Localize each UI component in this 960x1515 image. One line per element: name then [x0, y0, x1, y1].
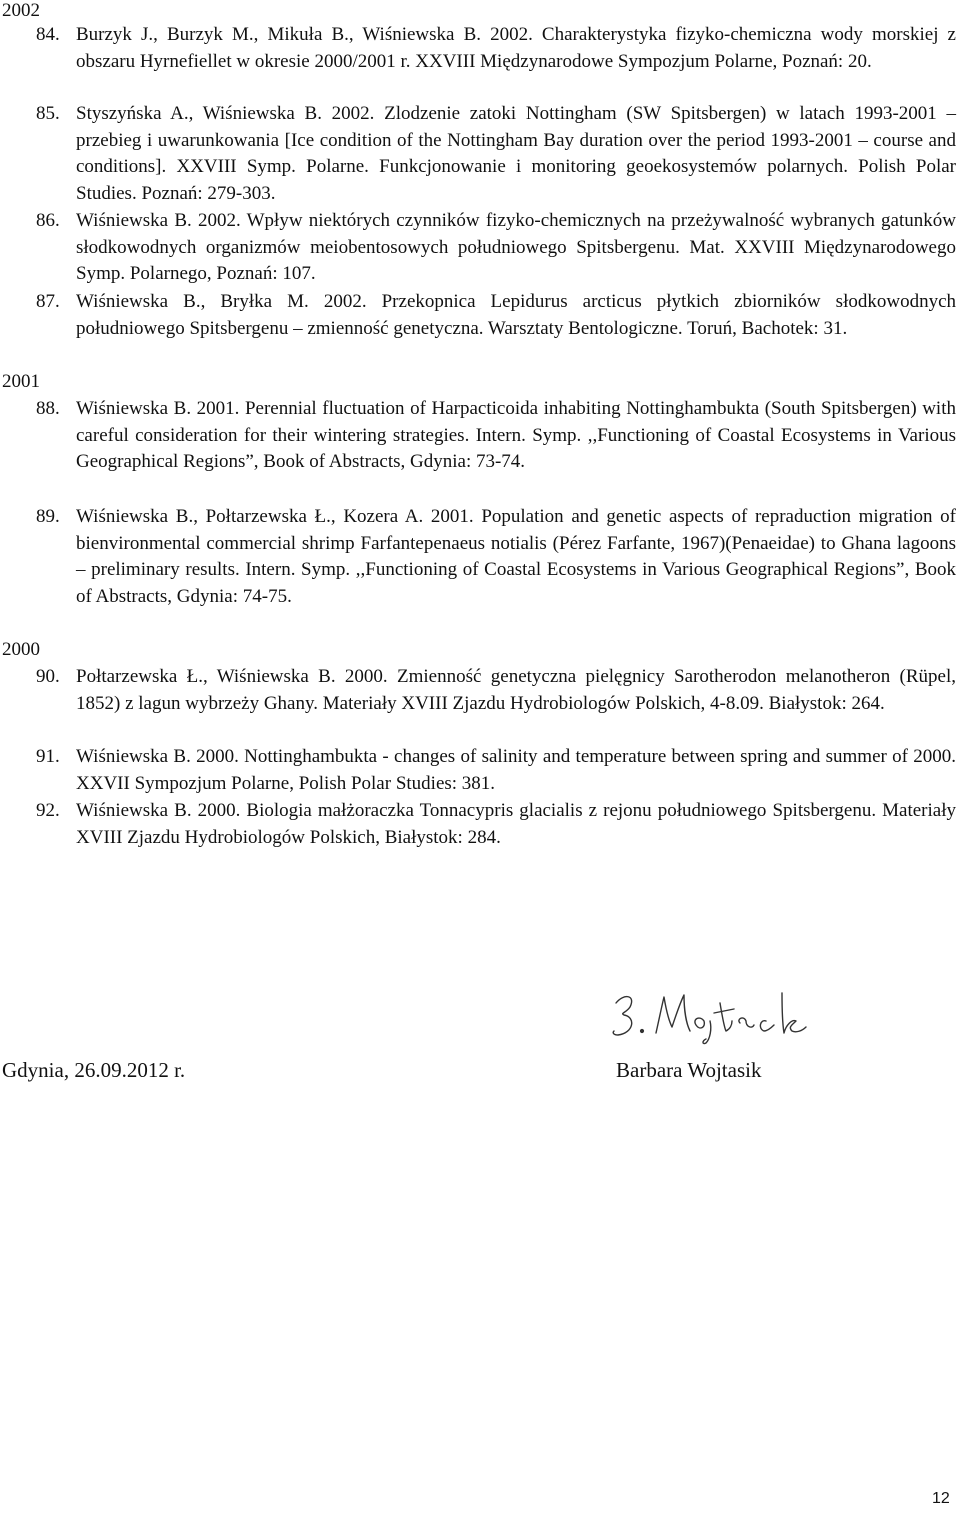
reference-text: Burzyk J., Burzyk M., Mikuła B., Wiśniewska B. 2002. Charakterystyka fizyko-chemiczna wody morskiej z obszaru Hyrnefiellet w okresie 2000/2001 r. XXVIII Międzynarodowe Sympozjum Polarne, Poznań: 20.: [76, 24, 956, 72]
reference-entry-87: [36, 289, 956, 342]
handwritten-signature: [606, 985, 831, 1045]
year-heading-2001: 2001: [2, 371, 40, 392]
reference-entry-88: [36, 396, 956, 476]
reference-text: Połtarzewska Ł., Wiśniewska B. 2000. Zmienność genetyczna pielęgnicy Sarotherodon melanotheron (Rüpel, 1852) z lagun wybrzeży Ghany. Materiały XVIII Zjazdu Hydrobiologów Polskich, 4-8.09. Białystok: 264.: [76, 666, 956, 714]
reference-entry-90: [36, 664, 956, 717]
author-name: Barbara Wojtasik: [616, 1058, 762, 1082]
reference-text: Wiśniewska B., Bryłka M. 2002. Przekopnica Lepidurus arcticus płytkich zbiorników słodkowodnych południowego Spitsbergenu – zmienność genetyczna. Warsztaty Bentologiczne. Toruń, Bachotek: 31.: [76, 291, 956, 339]
reference-number: 87.: [36, 291, 60, 312]
reference-entry-84: [36, 22, 956, 75]
reference-entry-86: [36, 208, 956, 288]
place-and-date: Gdynia, 26.09.2012 r.: [2, 1058, 186, 1082]
reference-number: 85.: [36, 103, 60, 124]
reference-number: 86.: [36, 210, 60, 231]
reference-text: Wiśniewska B., Połtarzewska Ł., Kozera A. 2001. Population and genetic aspects of repraduction migration of bienvironmental commercial shrimp Farfantepenaeus notialis (Pérez Farfante, 1967)(Penaeidae) to Ghana lagoons – preliminary results. Intern. Symp. ,,Functioning of Coastal Ecosystems in Various Geographical Regions”, Book of Abstracts, Gdynia: 74-75.: [76, 506, 956, 607]
reference-entry-92: [36, 798, 956, 851]
year-heading-2002: 2002: [2, 0, 40, 21]
reference-text: Wiśniewska B. 2001. Perennial fluctuation of Harpacticoida inhabiting Nottinghambukta (South Spitsbergen) with careful consideration for their wintering strategies. Intern. Symp. ,,Functioning of Coastal Ecosystems in Various Geographical Regions”, Book of Abstracts, Gdynia: 73-74.: [76, 398, 956, 472]
reference-text: Wiśniewska B. 2000. Nottinghambukta - changes of salinity and temperature between spring and summer of 2000. XXVII Sympozjum Polarne, Polish Polar Studies: 381.: [76, 746, 956, 794]
reference-number: 92.: [36, 800, 60, 821]
reference-number: 90.: [36, 666, 60, 687]
reference-text: Wiśniewska B. 2000. Biologia małżoraczka Tonnacypris glacialis z rejonu południowego Spitsbergenu. Materiały XVIII Zjazdu Hydrobiologów Polskich, Białystok: 284.: [76, 800, 956, 848]
reference-number: 91.: [36, 746, 60, 767]
reference-text: Wiśniewska B. 2002. Wpływ niektórych czynników fizyko-chemicznych na przeżywalność wybranych gatunków słodkowodnych organizmów meiobentosowych południowego Spitsbergenu. Mat. XXVIII Międzynarodowego Symp. Polarnego, Poznań: 107.: [76, 210, 956, 284]
year-heading-2000: 2000: [2, 639, 40, 660]
reference-number: 84.: [36, 24, 60, 45]
reference-text: Styszyńska A., Wiśniewska B. 2002. Zlodzenie zatoki Nottingham (SW Spitsbergen) w latach 1993-2001 – przebieg i uwarunkowania [Ice condition of the Nottingham Bay duration over the period 1993-2001 – course and conditions]. XXVIII Symp. Polarne. Funkcjonowanie i monitoring geoekosystemów polarnych. Polish Polar Studies. Poznań: 279-303.: [76, 103, 956, 204]
reference-entry-85: [36, 101, 956, 207]
reference-number: 89.: [36, 506, 60, 527]
reference-entry-91: [36, 744, 956, 797]
reference-entry-89: [36, 504, 956, 610]
page-number: 12: [932, 1490, 950, 1507]
reference-number: 88.: [36, 398, 60, 419]
